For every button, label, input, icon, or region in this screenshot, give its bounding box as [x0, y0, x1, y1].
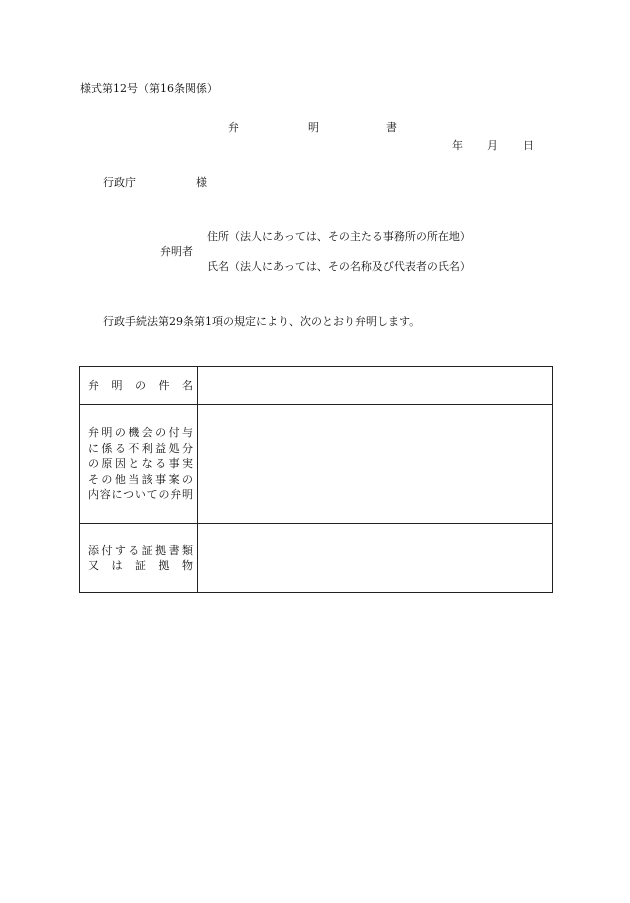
statement-text: 行政手続法第29条第1項の規定により、次のとおり弁明します。: [103, 315, 421, 328]
explanation-label-line-2: に係る不利益処分: [88, 441, 193, 455]
subject-label: 弁 明 の 件 名: [88, 378, 193, 392]
table-row-evidence: [80, 524, 553, 593]
title-char-3: 書: [386, 121, 397, 134]
declarant-address-label: 住所（法人にあっては、その主たる事務所の所在地）: [207, 230, 471, 243]
evidence-value-cell[interactable]: [198, 524, 553, 593]
explanation-label-line-3: の原因となる事実: [88, 457, 193, 471]
evidence-label-line-2: 又 は 証 拠 物: [88, 559, 193, 572]
explanation-label-line-1: 弁明の機会の付与: [88, 426, 193, 440]
explanation-label-line-4: その他当該事案の: [88, 472, 193, 486]
date-line: [440, 139, 550, 153]
explanation-label-line-5: 内容についての弁明: [88, 488, 193, 502]
declarant-name-label: 氏名（法人にあっては、その名称及び代表者の氏名）: [207, 260, 471, 273]
explanation-label-cell: [80, 405, 198, 524]
form-table: [79, 366, 553, 593]
addressee-label: 行政庁: [103, 176, 136, 189]
table-row-explanation: [80, 405, 553, 524]
date-year-label: 年: [452, 139, 463, 152]
subject-label-cell: [80, 367, 198, 405]
title-char-1: 弁: [228, 121, 239, 134]
evidence-label-cell: [80, 524, 198, 593]
evidence-label-line-1: 添付する証拠書類: [88, 543, 193, 557]
document-title: [200, 121, 440, 135]
declarant-label: 弁明者: [160, 245, 193, 258]
date-month-label: 月: [487, 139, 498, 152]
date-day-label: 日: [523, 139, 534, 152]
subject-value-cell[interactable]: [198, 367, 553, 405]
explanation-value-cell[interactable]: [198, 405, 553, 524]
table-row-subject: [80, 367, 553, 405]
addressee-honorific: 様: [196, 176, 207, 189]
form-number: 様式第12号（第16条関係）: [80, 82, 218, 95]
title-char-2: 明: [308, 121, 319, 134]
